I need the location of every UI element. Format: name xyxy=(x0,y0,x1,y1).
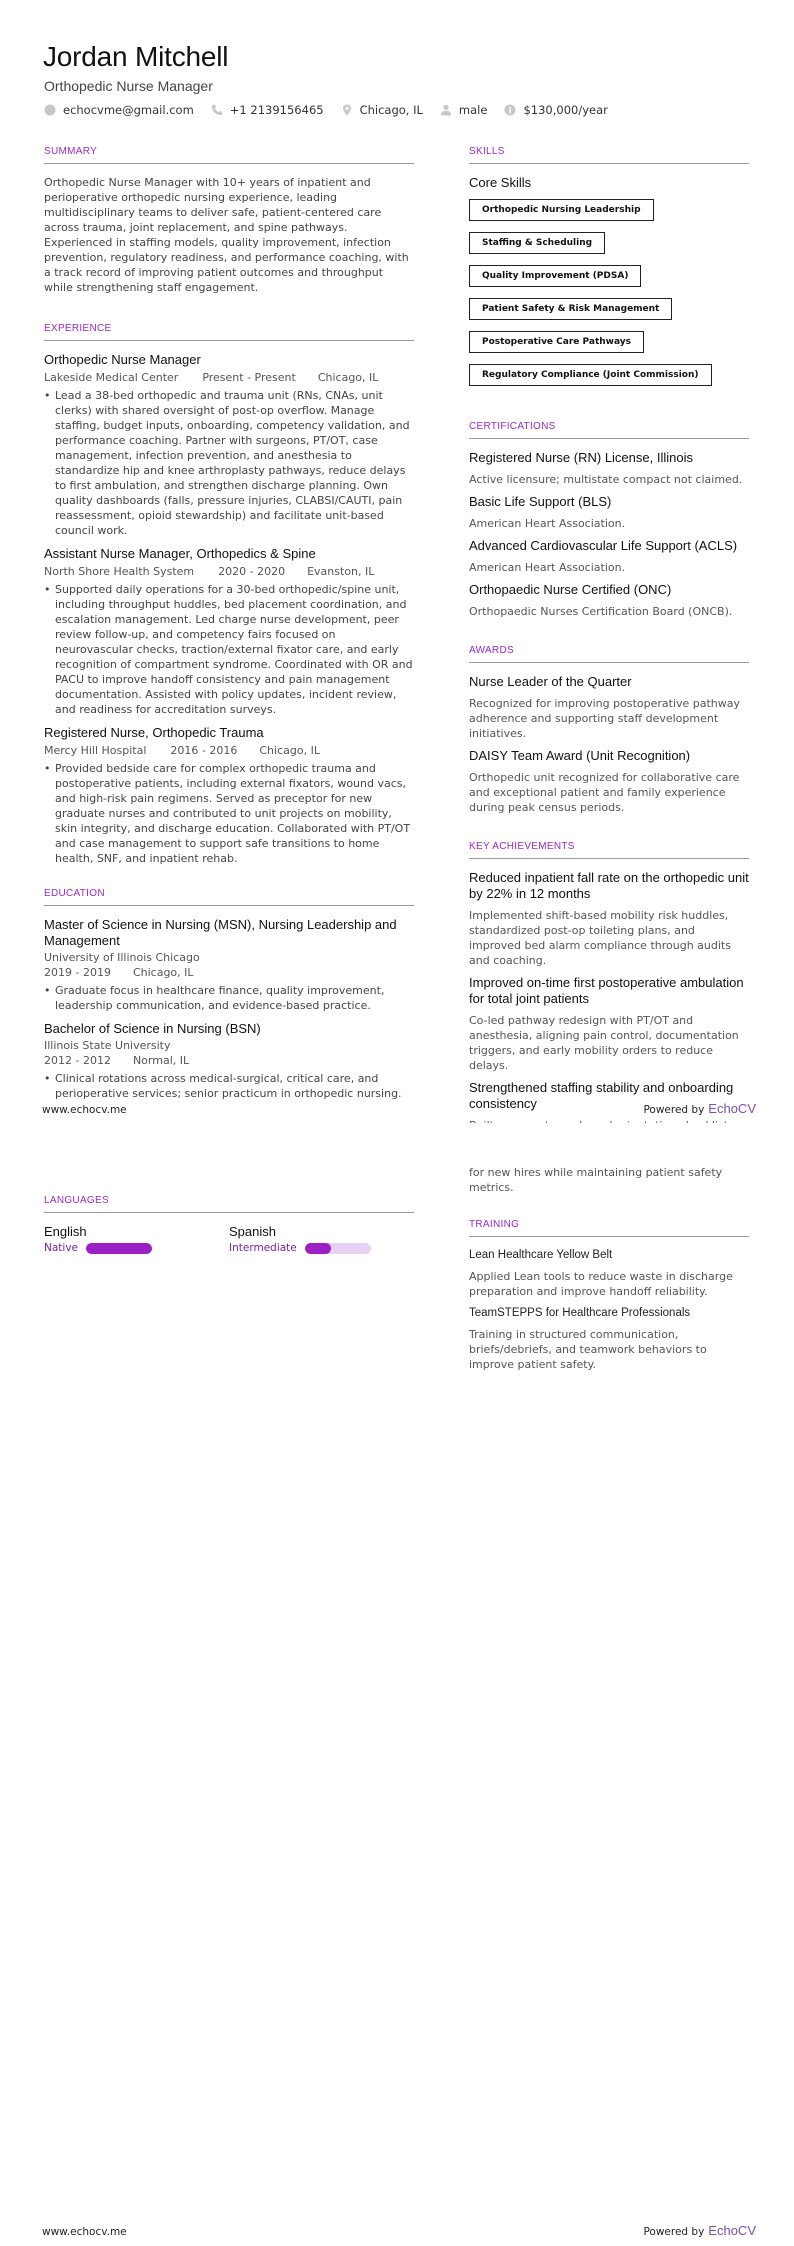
education-dates: 2012 - 2012 xyxy=(44,1054,111,1067)
experience-section xyxy=(44,323,414,866)
language-proficiency-bar xyxy=(86,1243,152,1254)
experience-company: North Shore Health System xyxy=(44,565,195,578)
contact-salary xyxy=(504,103,607,117)
education-item xyxy=(44,917,414,1013)
training-title: TeamSTEPPS for Healthcare Professionals xyxy=(469,1307,691,1319)
experience-dates: Present - Present xyxy=(202,371,296,384)
language-level: Native xyxy=(44,1242,78,1254)
experience-bullets xyxy=(44,582,414,717)
award-desc: Orthopedic unit recognized for collaborative care and exceptional patient and family experience during peak census periods. xyxy=(469,771,740,814)
education-item xyxy=(44,1021,414,1101)
award-desc: Recognized for improving postoperative pathway adherence and supporting staff development initiatives. xyxy=(469,697,741,740)
experience-bullet: • Lead a 38-bed orthopedic and trauma unit (RNs, CNAs, unit clerks) with shared oversight of post-op overflow. Manage staffing, budget inputs, onboarding, competency validation, and performance coaching. Partner with surgeons, PT/OT, case management, infection prevention, and anesthesia to standardize hip and knee arthroplasty pathways, reduce delays to first ambulation, and strengthen discharge planning. Own quality dashboards (falls, pressure injuries, CLABSI/CAUTI, pain reassessment, opioid stewardship) and facilitate unit-based council work. xyxy=(44,388,414,538)
achievement-desc: Implemented shift-based mobility risk huddles, standardized post-op toileting plans, and improved bed alarm compliance through audits and coaching. xyxy=(469,909,731,967)
summary-paragraph-1: Orthopedic Nurse Manager with 10+ years of inpatient and perioperative orthopedic nursing experience, leading multidisciplinary teams to deliver safe, patient-centered care across trauma, joint replacement, and spine pathways. xyxy=(44,176,382,234)
education-bullets xyxy=(44,983,414,1013)
contact-location xyxy=(341,103,423,117)
education-school xyxy=(44,950,414,965)
experience-item xyxy=(44,546,414,717)
experience-heading: EXPERIENCE xyxy=(44,323,414,341)
training-section xyxy=(469,1219,749,1372)
education-meta xyxy=(44,965,414,980)
education-bullet: • Graduate focus in healthcare finance, quality improvement, leadership communication, and evidence-based practice. xyxy=(44,983,414,1013)
award-title: DAISY Team Award (Unit Recognition) xyxy=(469,748,691,763)
education-dates: 2019 - 2019 xyxy=(44,966,111,979)
education-location: Normal, IL xyxy=(132,1054,190,1067)
skill-tag: Regulatory Compliance (Joint Commission) xyxy=(469,364,712,386)
certification-title: Orthopaedic Nurse Certified (ONC) xyxy=(469,582,672,597)
languages-section xyxy=(44,1195,414,1254)
training-desc: Training in structured communication, briefs/debriefs, and teamwork behaviors to improve patient safety. xyxy=(469,1328,707,1371)
footer-powered xyxy=(643,2223,756,2238)
skill-tag: Postoperative Care Pathways xyxy=(469,331,644,353)
skill-tag: Staffing & Scheduling xyxy=(469,232,605,254)
awards-section xyxy=(469,645,749,815)
footer-brand-logo[interactable]: EchoCV xyxy=(708,1101,756,1116)
candidate-name: Jordan Mitchell xyxy=(43,41,229,72)
training-desc: Applied Lean tools to reduce waste in discharge preparation and improve handoff reliability. xyxy=(469,1270,733,1298)
education-meta xyxy=(44,1053,414,1068)
footer-powered xyxy=(643,1101,756,1116)
right-column xyxy=(469,1165,749,1379)
skills-subheading: Core Skills xyxy=(469,175,532,190)
education-location: Chicago, IL xyxy=(132,966,194,979)
certification-desc: Orthopaedic Nurses Certification Board (ONCB). xyxy=(469,605,733,618)
right-column xyxy=(469,146,749,1170)
award-title: Nurse Leader of the Quarter xyxy=(469,674,632,689)
education-section xyxy=(44,888,414,1101)
experience-location: Evanston, IL xyxy=(307,565,375,578)
education-school-name: Illinois State University xyxy=(44,1039,171,1052)
experience-bullets xyxy=(44,761,414,866)
achievement-title: Reduced inpatient fall rate on the orthopedic unit by 22% in 12 months xyxy=(469,870,749,901)
education-bullets xyxy=(44,1071,414,1101)
skills-heading: SKILLS xyxy=(469,146,749,164)
contact-phone[interactable] xyxy=(211,103,324,117)
contact-gender xyxy=(440,103,488,117)
contact-location-text: Chicago, IL xyxy=(359,103,423,117)
training-title: Lean Healthcare Yellow Belt xyxy=(469,1249,613,1261)
experience-role: Assistant Nurse Manager, Orthopedics & Spine xyxy=(44,546,316,561)
summary-paragraph-2: Experienced in staffing models, quality improvement, infection prevention, regulatory readiness, and performance coaching, with a track record of improving patient outcomes and throughput while strengthening staff engagement. xyxy=(44,236,409,294)
education-degree: Bachelor of Science in Nursing (BSN) xyxy=(44,1021,261,1036)
experience-company: Lakeside Medical Center xyxy=(44,371,179,384)
awards-heading: AWARDS xyxy=(469,645,749,663)
education-degree: Master of Science in Nursing (MSN), Nursing Leadership and Management xyxy=(44,917,397,948)
person-icon xyxy=(440,104,452,116)
languages-list xyxy=(44,1224,414,1254)
skills-section xyxy=(469,146,749,395)
certifications-heading: CERTIFICATIONS xyxy=(469,421,749,439)
achievement-title: Strengthened staffing stability and onboarding consistency xyxy=(469,1080,734,1111)
language-name: Spanish xyxy=(229,1224,276,1239)
experience-role: Registered Nurse, Orthopedic Trauma xyxy=(44,725,264,740)
summary-heading: SUMMARY xyxy=(44,146,414,164)
left-column xyxy=(44,1195,414,1254)
certification-title: Registered Nurse (RN) License, Illinois xyxy=(469,450,693,465)
experience-dates: 2020 - 2020 xyxy=(218,565,286,578)
contact-email-text: echocvme@gmail.com xyxy=(63,103,194,117)
experience-bullet: • Provided bedside care for complex orthopedic trauma and postoperative patients, including external fixators, wound vacs, and high-risk pain regimens. Served as preceptor for new graduate nurses and contributed to unit projects on mobility, skin integrity, and discharge education. Collaborated with PT/OT and case management to support safe transitions to home health, SNF, and inpatient rehab. xyxy=(44,761,414,866)
skill-tag: Quality Improvement (PDSA) xyxy=(469,265,641,287)
experience-bullets xyxy=(44,388,414,538)
certification-desc: American Heart Association. xyxy=(469,561,626,574)
salary-icon xyxy=(504,104,516,116)
language-proficiency-fill xyxy=(305,1243,331,1254)
contact-bar xyxy=(44,103,625,117)
experience-meta xyxy=(44,564,414,579)
experience-bullet: • Supported daily operations for a 30-bed orthopedic/spine unit, including throughput huddles, bed placement coordination, and escalation management. Led charge nurse development, peer review follow-up, and competency fairs focused on neurovascular checks, traction/external fixator care, and early recognition of compartment syndrome. Coordinated with OR and PACU to improve handoff consistency and pain management documentation. Assisted with policy updates, incident review, and readiness for accreditation surveys. xyxy=(44,582,414,717)
resume-page-2 xyxy=(0,1123,794,2246)
experience-role: Orthopedic Nurse Manager xyxy=(44,352,201,367)
footer-brand-logo[interactable]: EchoCV xyxy=(708,2223,756,2238)
certification-title: Advanced Cardiovascular Life Support (ACLS) xyxy=(469,538,738,553)
language-item xyxy=(44,1224,229,1254)
left-column xyxy=(44,146,414,1109)
certifications-section xyxy=(469,421,749,619)
languages-heading: LANGUAGES xyxy=(44,1195,414,1213)
footer-url[interactable]: www.echocv.me xyxy=(42,1104,127,1116)
skill-tag: Patient Safety & Risk Management xyxy=(469,298,672,320)
certification-desc: American Heart Association. xyxy=(469,517,626,530)
language-name: English xyxy=(44,1224,87,1239)
experience-item xyxy=(44,725,414,866)
contact-gender-text: male xyxy=(458,103,488,117)
experience-location: Chicago, IL xyxy=(259,744,320,757)
contact-phone-text: +1 2139156465 xyxy=(229,103,324,117)
experience-location: Chicago, IL xyxy=(317,371,379,384)
skill-tag: Orthopedic Nursing Leadership xyxy=(469,199,654,221)
education-school xyxy=(44,1038,414,1053)
email-icon xyxy=(44,104,56,116)
phone-icon xyxy=(211,104,223,116)
achievements-heading: KEY ACHIEVEMENTS xyxy=(469,841,749,859)
experience-meta xyxy=(44,743,414,758)
certification-desc: Active licensure; multistate compact not claimed. xyxy=(469,473,743,486)
language-proficiency-bar xyxy=(305,1243,371,1254)
experience-meta xyxy=(44,370,414,385)
summary-section xyxy=(44,146,414,295)
training-heading: TRAINING xyxy=(469,1219,749,1237)
language-item xyxy=(229,1224,414,1254)
footer-url[interactable]: www.echocv.me xyxy=(42,2226,127,2238)
contact-email[interactable] xyxy=(44,103,194,117)
experience-dates: 2016 - 2016 xyxy=(170,744,238,757)
achievement-title: Improved on-time first postoperative ambulation for total joint patients xyxy=(469,975,744,1006)
achievement-desc: Co-led pathway redesign with PT/OT and anesthesia, aligning pain control, documentation triggers, and early mobility orders to reduce delays. xyxy=(469,1014,739,1072)
achievement-desc-continued: for new hires while maintaining patient safety metrics. xyxy=(469,1166,723,1194)
language-proficiency-fill xyxy=(86,1243,152,1254)
experience-item xyxy=(44,352,414,538)
footer-powered-text: Powered by xyxy=(643,1104,705,1116)
contact-salary-text: $130,000/year xyxy=(523,103,608,117)
experience-company: Mercy Hill Hospital xyxy=(44,744,147,757)
candidate-title: Orthopedic Nurse Manager xyxy=(44,78,213,94)
location-icon xyxy=(341,104,353,116)
education-bullet: • Clinical rotations across medical-surgical, critical care, and perioperative services; senior practicum in orthopedic nursing. xyxy=(44,1071,414,1101)
education-heading: EDUCATION xyxy=(44,888,414,906)
certification-title: Basic Life Support (BLS) xyxy=(469,494,612,509)
education-school-name: University of Illinois Chicago xyxy=(44,951,200,964)
language-level: Intermediate xyxy=(229,1242,297,1254)
footer-powered-text: Powered by xyxy=(643,2226,705,2238)
